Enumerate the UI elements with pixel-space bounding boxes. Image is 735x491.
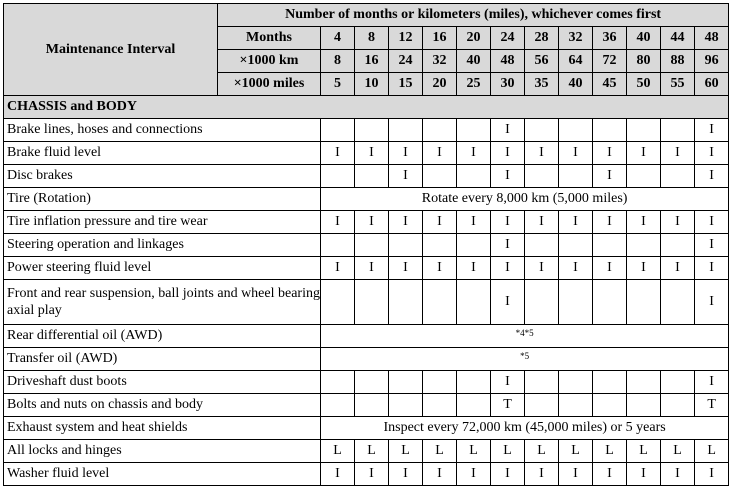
interval-mark [593, 234, 627, 257]
interval-mark [661, 371, 695, 394]
interval-mark: I [593, 142, 627, 165]
interval-mark [423, 165, 457, 188]
header-value: 15 [389, 73, 423, 96]
header-value: 48 [491, 50, 525, 73]
header-value: 96 [695, 50, 729, 73]
table-row [4, 371, 729, 394]
interval-mark [355, 394, 389, 417]
interval-mark [559, 234, 593, 257]
table-row [4, 165, 729, 188]
interval-mark: I [695, 165, 729, 188]
interval-mark [661, 119, 695, 142]
interval-mark [389, 234, 423, 257]
interval-mark [627, 371, 661, 394]
header-value: 40 [627, 27, 661, 50]
interval-mark: L [593, 440, 627, 463]
header-row-label: ×1000 km [218, 50, 321, 73]
interval-mark: I [389, 257, 423, 280]
interval-mark: I [627, 142, 661, 165]
interval-mark: I [491, 463, 525, 486]
item-label: All locks and hinges [4, 440, 321, 463]
interval-mark: I [355, 211, 389, 234]
header-value: 50 [627, 73, 661, 96]
interval-mark: I [355, 142, 389, 165]
header-value: 24 [389, 50, 423, 73]
interval-mark: I [321, 463, 355, 486]
interval-mark [457, 165, 491, 188]
interval-mark: I [695, 280, 729, 325]
interval-mark [525, 394, 559, 417]
interval-mark: I [457, 142, 491, 165]
interval-mark: T [491, 394, 525, 417]
header-value: 16 [423, 27, 457, 50]
interval-mark: I [661, 257, 695, 280]
header-value: 5 [321, 73, 355, 96]
interval-mark: I [423, 463, 457, 486]
section-title: CHASSIS and BODY [4, 96, 729, 119]
interval-mark: I [525, 463, 559, 486]
interval-mark: I [457, 257, 491, 280]
maintenance-table [3, 3, 729, 486]
header-value: 36 [593, 27, 627, 50]
interval-mark: L [321, 440, 355, 463]
interval-mark [321, 234, 355, 257]
table-row [4, 348, 729, 371]
interval-mark [321, 165, 355, 188]
header-value: 40 [559, 73, 593, 96]
header-value: 32 [559, 27, 593, 50]
interval-mark [355, 165, 389, 188]
interval-mark [457, 234, 491, 257]
maintenance-interval-label: Maintenance Interval [4, 4, 218, 96]
interval-mark [423, 394, 457, 417]
interval-mark [661, 280, 695, 325]
interval-mark [559, 119, 593, 142]
interval-mark [559, 165, 593, 188]
item-label: Brake fluid level [4, 142, 321, 165]
item-label: Tire inflation pressure and tire wear [4, 211, 321, 234]
interval-mark [525, 371, 559, 394]
header-value: 56 [525, 50, 559, 73]
item-label: Driveshaft dust boots [4, 371, 321, 394]
table-row [4, 257, 729, 280]
interval-mark: I [695, 257, 729, 280]
interval-mark: L [559, 440, 593, 463]
interval-mark: I [695, 463, 729, 486]
header-value: 24 [491, 27, 525, 50]
interval-mark: I [627, 257, 661, 280]
header-value: 44 [661, 27, 695, 50]
interval-mark: I [593, 257, 627, 280]
interval-mark [525, 119, 559, 142]
interval-mark [423, 371, 457, 394]
item-label: Disc brakes [4, 165, 321, 188]
item-label: Exhaust system and heat shields [4, 417, 321, 440]
interval-mark: I [695, 234, 729, 257]
interval-mark: L [491, 440, 525, 463]
interval-mark: I [525, 211, 559, 234]
interval-mark: I [695, 211, 729, 234]
interval-note: Inspect every 72,000 km (45,000 miles) or 5 years [321, 417, 729, 440]
interval-mark [389, 371, 423, 394]
interval-mark: I [389, 142, 423, 165]
header-value: 25 [457, 73, 491, 96]
interval-mark [457, 394, 491, 417]
interval-mark: I [593, 165, 627, 188]
header-row-title [4, 4, 729, 27]
interval-mark [457, 119, 491, 142]
footnote-ref: *4*5 [321, 325, 729, 348]
interval-mark [389, 119, 423, 142]
interval-mark [355, 371, 389, 394]
header-value: 48 [695, 27, 729, 50]
table-row [4, 280, 729, 325]
header-value: 32 [423, 50, 457, 73]
header-value: 10 [355, 73, 389, 96]
header-value: 55 [661, 73, 695, 96]
interval-mark [627, 394, 661, 417]
header-value: 35 [525, 73, 559, 96]
interval-mark [423, 119, 457, 142]
interval-mark: I [559, 142, 593, 165]
interval-mark: I [695, 371, 729, 394]
header-row-label: Months [218, 27, 321, 50]
interval-mark: T [695, 394, 729, 417]
interval-mark: I [355, 257, 389, 280]
interval-mark [593, 371, 627, 394]
table-row [4, 463, 729, 486]
interval-mark: I [627, 211, 661, 234]
interval-mark: I [525, 257, 559, 280]
interval-mark: I [355, 463, 389, 486]
interval-mark: I [593, 463, 627, 486]
header-row-label: ×1000 miles [218, 73, 321, 96]
interval-mark [355, 119, 389, 142]
interval-mark: L [695, 440, 729, 463]
interval-mark [593, 280, 627, 325]
interval-mark: I [491, 119, 525, 142]
interval-mark [321, 394, 355, 417]
header-value: 20 [423, 73, 457, 96]
header-value: 45 [593, 73, 627, 96]
table-row [4, 142, 729, 165]
interval-mark [423, 280, 457, 325]
interval-mark: I [457, 211, 491, 234]
interval-mark [355, 280, 389, 325]
interval-mark: I [661, 142, 695, 165]
interval-mark [627, 234, 661, 257]
interval-mark: L [355, 440, 389, 463]
table-row [4, 325, 729, 348]
item-label: Brake lines, hoses and connections [4, 119, 321, 142]
interval-mark: L [423, 440, 457, 463]
item-label: Washer fluid level [4, 463, 321, 486]
interval-mark [559, 280, 593, 325]
interval-mark [525, 234, 559, 257]
header-value: 80 [627, 50, 661, 73]
interval-mark [559, 371, 593, 394]
header-value: 12 [389, 27, 423, 50]
header-value: 30 [491, 73, 525, 96]
interval-mark: I [491, 371, 525, 394]
section-row [4, 96, 729, 119]
interval-mark: L [457, 440, 491, 463]
header-value: 20 [457, 27, 491, 50]
interval-mark [627, 165, 661, 188]
interval-mark: I [423, 211, 457, 234]
interval-mark [321, 280, 355, 325]
interval-note: Rotate every 8,000 km (5,000 miles) [321, 188, 729, 211]
interval-mark [559, 394, 593, 417]
interval-mark [661, 165, 695, 188]
item-label: Front and rear suspension, ball joints and wheel bearing axial play [4, 280, 321, 325]
interval-mark [661, 234, 695, 257]
header-value: 8 [321, 50, 355, 73]
header-value: 88 [661, 50, 695, 73]
interval-mark [389, 394, 423, 417]
interval-mark: I [559, 463, 593, 486]
interval-mark: L [525, 440, 559, 463]
interval-mark: I [389, 165, 423, 188]
header-value: 28 [525, 27, 559, 50]
interval-mark [593, 394, 627, 417]
interval-mark: I [695, 142, 729, 165]
interval-mark: I [457, 463, 491, 486]
interval-mark [423, 234, 457, 257]
interval-mark: I [627, 463, 661, 486]
interval-mark: I [491, 165, 525, 188]
interval-mark [457, 280, 491, 325]
interval-mark: I [559, 257, 593, 280]
item-label: Steering operation and linkages [4, 234, 321, 257]
interval-mark: L [627, 440, 661, 463]
interval-mark: I [321, 257, 355, 280]
header-value: 60 [695, 73, 729, 96]
interval-mark: I [491, 142, 525, 165]
table-row [4, 119, 729, 142]
interval-mark: L [661, 440, 695, 463]
interval-mark [661, 394, 695, 417]
interval-mark [525, 165, 559, 188]
interval-mark: I [661, 463, 695, 486]
interval-mark [321, 371, 355, 394]
interval-mark: I [661, 211, 695, 234]
interval-mark: I [695, 119, 729, 142]
header-value: 16 [355, 50, 389, 73]
item-label: Rear differential oil (AWD) [4, 325, 321, 348]
table-row [4, 234, 729, 257]
header-value: 72 [593, 50, 627, 73]
interval-title: Number of months or kilometers (miles), whichever comes first [218, 4, 729, 27]
interval-mark: I [525, 142, 559, 165]
interval-mark [593, 119, 627, 142]
interval-mark: I [423, 257, 457, 280]
header-value: 8 [355, 27, 389, 50]
table-row [4, 440, 729, 463]
table-row [4, 417, 729, 440]
interval-mark: I [559, 211, 593, 234]
interval-mark [355, 234, 389, 257]
interval-mark: L [389, 440, 423, 463]
header-value: 64 [559, 50, 593, 73]
interval-mark: I [491, 234, 525, 257]
interval-mark: I [389, 463, 423, 486]
table-row [4, 211, 729, 234]
interval-mark: I [423, 142, 457, 165]
interval-mark: I [491, 280, 525, 325]
interval-mark: I [321, 211, 355, 234]
interval-mark: I [321, 142, 355, 165]
interval-mark: I [491, 211, 525, 234]
maintenance-schedule [3, 3, 729, 486]
interval-mark: I [389, 211, 423, 234]
interval-mark [627, 119, 661, 142]
header-value: 4 [321, 27, 355, 50]
table-row [4, 188, 729, 211]
header-value: 40 [457, 50, 491, 73]
interval-mark [321, 119, 355, 142]
item-label: Power steering fluid level [4, 257, 321, 280]
table-row [4, 394, 729, 417]
interval-mark [457, 371, 491, 394]
interval-mark: I [491, 257, 525, 280]
interval-mark [389, 280, 423, 325]
footnote-ref: *5 [321, 348, 729, 371]
interval-mark: I [593, 211, 627, 234]
interval-mark [627, 280, 661, 325]
item-label: Tire (Rotation) [4, 188, 321, 211]
item-label: Bolts and nuts on chassis and body [4, 394, 321, 417]
item-label: Transfer oil (AWD) [4, 348, 321, 371]
interval-mark [525, 280, 559, 325]
